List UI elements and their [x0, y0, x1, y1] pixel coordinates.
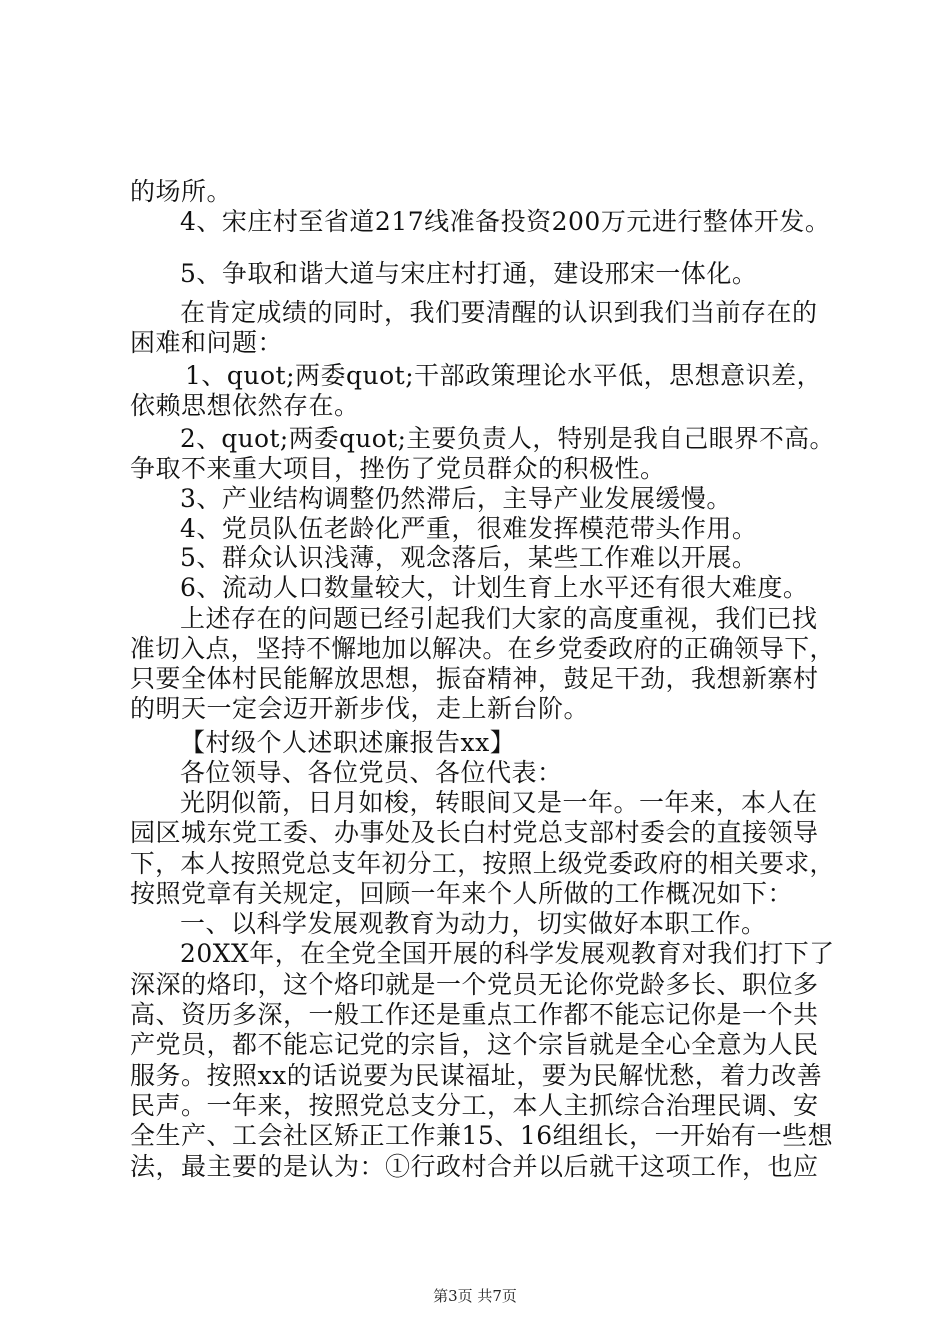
text-line: 6、流动人口数量较大，计划生育上水平还有很大难度。	[180, 573, 809, 602]
text-line: 高、资历多深，一般工作还是重点工作都不能忘记你是一个共	[130, 1000, 819, 1029]
text-line: 只要全体村民能解放思想，振奋精神，鼓足干劲，我想新寨村	[130, 664, 819, 693]
text-line: 深深的烙印，这个烙印就是一个党员无论你党龄多长、职位多	[130, 970, 819, 999]
text-line: 4、宋庄村至省道217线准备投资200万元进行整体开发。	[180, 207, 831, 236]
text-line: 园区城东党工委、办事处及长白村党总支部村委会的直接领导	[130, 818, 819, 847]
text-line: 5、群众认识浅薄，观念落后，某些工作难以开展。	[180, 543, 758, 572]
section-heading: 一、以科学发展观教育为动力，切实做好本职工作。	[180, 909, 767, 938]
text-line: 4、党员队伍老龄化严重，很难发挥模范带头作用。	[180, 514, 758, 543]
text-line: 法，最主要的是认为：①行政村合并以后就干这项工作，也应	[130, 1152, 819, 1181]
text-line: 依赖思想依然存在。	[130, 391, 360, 420]
text-line: 2、quot;两委quot;主要负责人，特别是我自己眼界不高。	[180, 424, 835, 453]
page-number-footer: 第3页 共7页	[433, 1287, 517, 1305]
text-line: 困难和问题：	[130, 328, 284, 357]
text-line: 光阴似箭，日月如梭，转眼间又是一年。一年来，本人在	[180, 788, 818, 817]
text-line: 1、quot;两委quot;干部政策理论水平低，思想意识差，	[185, 361, 823, 390]
text-line: 的场所。	[130, 177, 233, 206]
text-line: 下，本人按照党总支年初分工，按照上级党委政府的相关要求，	[130, 849, 835, 878]
text-line: 争取不来重大项目，挫伤了党员群众的积极性。	[130, 454, 666, 483]
text-line: 5、争取和谐大道与宋庄村打通，建设邢宋一体化。	[180, 259, 758, 288]
text-line: 3、产业结构调整仍然滞后，主导产业发展缓慢。	[180, 484, 732, 513]
text-line: 各位领导、各位党员、各位代表：	[180, 758, 563, 787]
text-line: 产党员，都不能忘记党的宗旨，这个宗旨就是全心全意为人民	[130, 1030, 819, 1059]
text-line: 民声。一年来，按照党总支分工，本人主抓综合治理民调、安	[130, 1091, 819, 1120]
text-line: 按照党章有关规定，回顾一年来个人所做的工作概况如下：	[130, 879, 794, 908]
text-line: 的明天一定会迈开新步伐，走上新台阶。	[130, 694, 590, 723]
report-title: 【村级个人述职述廉报告xx】	[180, 728, 516, 757]
text-line: 准切入点，坚持不懈地加以解决。在乡党委政府的正确领导下，	[130, 634, 835, 663]
text-line: 20XX年，在全党全国开展的科学发展观教育对我们打下了	[180, 939, 835, 968]
text-line: 在肯定成绩的同时，我们要清醒的认识到我们当前存在的	[180, 298, 818, 327]
text-line: 上述存在的问题已经引起我们大家的高度重视，我们已找	[180, 604, 818, 633]
text-line: 全生产、工会社区矫正工作兼15、16组组长，一开始有一些想	[130, 1121, 834, 1150]
text-line: 服务。按照xx的话说要为民谋福址，要为民解忧愁，着力改善	[130, 1061, 823, 1090]
